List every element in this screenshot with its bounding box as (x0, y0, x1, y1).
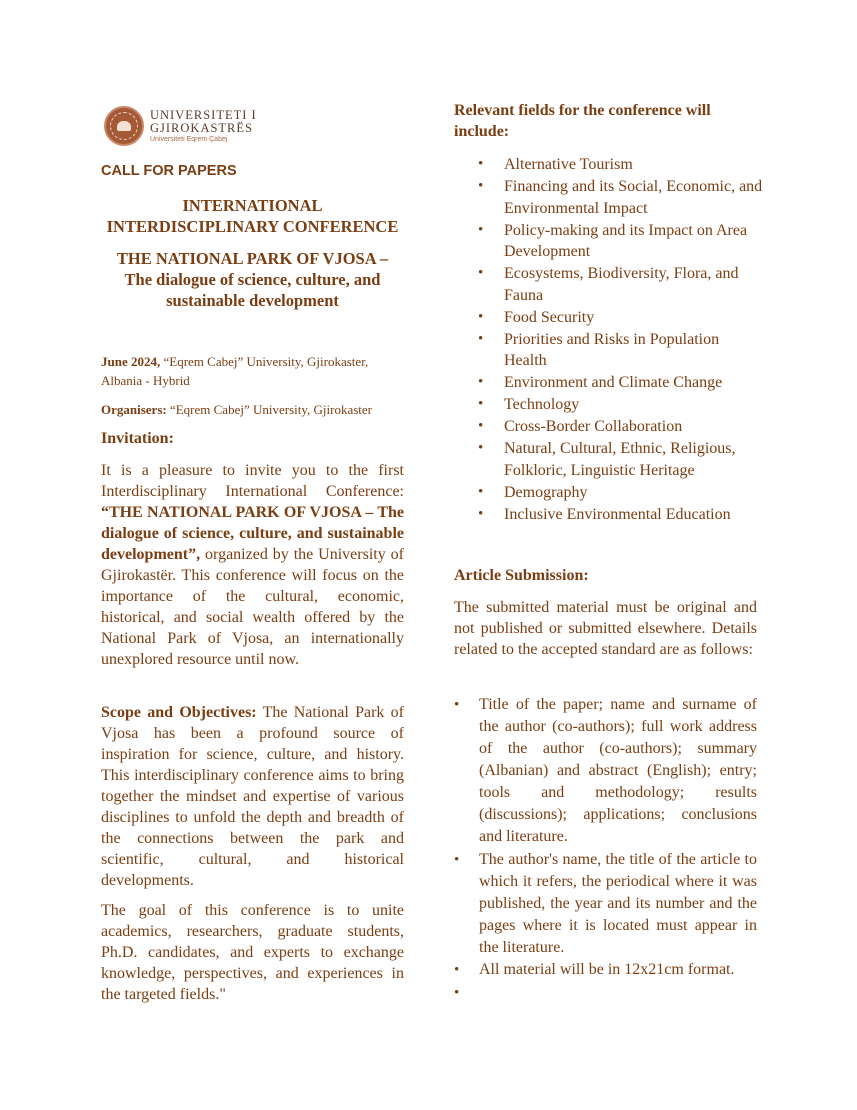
scope-paragraph (101, 702, 404, 891)
conference-title-line1: INTERNATIONAL (182, 196, 323, 215)
invitation-heading: Invitation: (101, 430, 174, 447)
conference-date-location (101, 352, 404, 390)
logo-name-line2: GJIROKASTRËS (150, 120, 253, 135)
goal-paragraph: The goal of this conference is to unite academics, researchers, graduate students, Ph.D. candidates, and experts to exchange knowledge, perspectives, and experiences in the targeted fields." (101, 902, 404, 1003)
list-item (454, 982, 757, 1004)
invitation-text-title: “THE NATIONAL PARK OF VJOSA – The dialogue of science, culture, and sustainable development”, (101, 504, 404, 563)
list-item: • Priorities and Risks in Population Health (454, 329, 764, 372)
logo-subtitle: Universiteti Eqrem Çabej (150, 136, 228, 143)
invitation-text-body: organized by the University of Gjirokastër. This conference will focus on the importance of the cultural, economic, historical, and social wealth offered by the National Park of Vjosa, an internationally unexplored resource until now. (101, 546, 404, 668)
list-item: • The author's name, the title of the article to which it refers, the periodical where it was published, the year and its number and the pages where it is located must appear in the literature. (454, 849, 757, 959)
conference-title (101, 195, 404, 237)
university-seal-icon (104, 106, 144, 146)
submission-intro: The submitted material must be original and not published or submitted elsewhere. Details related to the accepted standard are as follows: (454, 599, 757, 658)
fields-heading: Relevant fields for the conference will include: (454, 102, 711, 140)
list-item: • Title of the paper; name and surname of the author (co-authors); full work address of the author (co-authors); summary (Albanian) and abstract (English); entry; tools and methodology; results (discussions); applications; conclusions and literature. (454, 694, 757, 848)
submission-requirements-list (454, 694, 757, 1004)
submission-heading: Article Submission: (454, 567, 589, 584)
list-item: • Technology (454, 394, 764, 416)
invitation-text-intro: It is a pleasure to invite you to the first Interdisciplinary International Conference: (101, 462, 404, 500)
scope-text: The National Park of Vjosa has been a profound source of inspiration for science, culture, and history. This interdisciplinary conference aims to bring together the mindset and expertise of various disciplines to unfold the depth and breadth of the connections between the park and scientific, cultural, and historical developments. (101, 704, 404, 889)
logo-name-line1: UNIVERSITETI I (150, 108, 257, 122)
theme-line1: THE NATIONAL PARK OF VJOSA – (116, 249, 389, 268)
list-item: • Natural, Cultural, Ethnic, Religious, Folkloric, Linguistic Heritage (454, 438, 764, 481)
organisers-label: Organisers: (101, 402, 167, 417)
list-item: • Ecosystems, Biodiversity, Flora, and Fauna (454, 263, 764, 306)
list-item: • Cross-Border Collaboration (454, 416, 764, 438)
organisers (101, 400, 404, 419)
scope-label: Scope and Objectives: (101, 704, 257, 721)
list-item: • Inclusive Environmental Education (454, 504, 764, 526)
theme-line3: sustainable development (166, 291, 339, 310)
list-item: • All material will be in 12x21cm format. (454, 959, 757, 981)
list-item: • Food Security (454, 307, 764, 329)
date-location-text: “Eqrem Cabej” University, Gjirokaster, Albania - Hybrid (101, 354, 369, 388)
organisers-text: “Eqrem Cabej” University, Gjirokaster (166, 402, 373, 417)
list-item: • Alternative Tourism (454, 154, 764, 176)
list-item: • Demography (454, 482, 764, 504)
conference-theme (101, 248, 404, 311)
university-logo (104, 103, 264, 149)
date-label: June 2024, (101, 354, 161, 369)
list-item: • Environment and Climate Change (454, 372, 764, 394)
logo-text (150, 109, 257, 143)
fields-list (454, 154, 764, 526)
theme-line2: The dialogue of science, culture, and (124, 270, 381, 289)
conference-title-line2: INTERDISCIPLINARY CONFERENCE (106, 217, 399, 236)
list-item: • Policy-making and its Impact on Area Development (454, 220, 764, 263)
invitation-paragraph (101, 460, 404, 670)
list-item: • Financing and its Social, Economic, and Environmental Impact (454, 176, 764, 219)
call-for-papers-label: CALL FOR PAPERS (101, 163, 237, 179)
